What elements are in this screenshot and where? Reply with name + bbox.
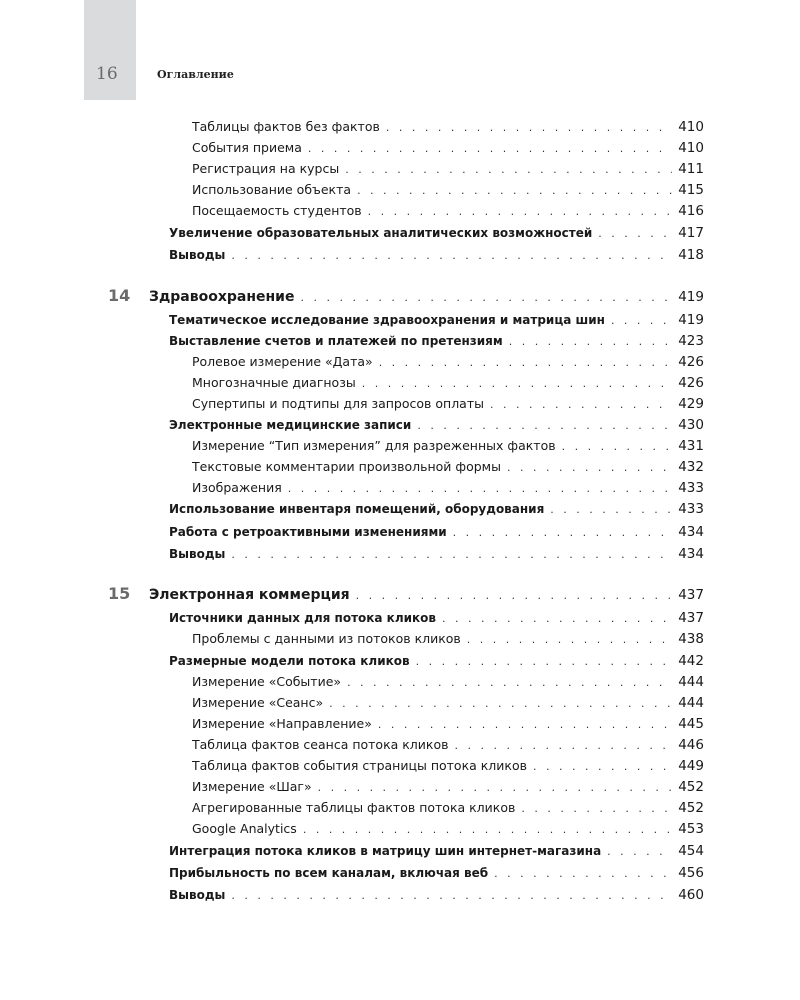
toc-entry[interactable]: Текстовые комментарии произвольной формы . . . 432 (192, 458, 704, 476)
toc-section[interactable]: Выставление счетов и платежей по претензиям . . . 423 (169, 332, 704, 350)
toc-entry[interactable]: Многозначные диагнозы . . . 426 (192, 374, 704, 392)
toc-section[interactable]: Тематическое исследование здравоохранения и матрица шин . . . 419 (169, 311, 704, 329)
toc-entry[interactable]: Регистрация на курсы . . . 411 (192, 160, 704, 178)
toc-entry[interactable]: Проблемы с данными из потоков кликов . . . 438 (192, 630, 704, 648)
toc-chapter[interactable]: Электронная коммерция . . . 437 (149, 586, 704, 604)
toc-section[interactable]: Использование инвентаря помещений, оборудования . . . 433 (169, 500, 704, 518)
chapter-number: 15 (108, 584, 131, 603)
toc-entry[interactable]: Изображения . . . 433 (192, 479, 704, 497)
toc-entry[interactable]: Таблицы фактов без фактов . . . 410 (192, 118, 704, 136)
toc-entry[interactable]: Google Analytics . . . 453 (192, 820, 704, 838)
toc-section[interactable]: Выводы . . . 434 (169, 545, 704, 563)
toc-entry[interactable]: Измерение «Событие» . . . 444 (192, 673, 704, 691)
toc-section[interactable]: Источники данных для потока кликов . . . 437 (169, 609, 704, 627)
toc-entry[interactable]: Таблица фактов сеанса потока кликов . . . 446 (192, 736, 704, 754)
toc-section[interactable]: Увеличение образовательных аналитических возможностей . . . 417 (169, 224, 704, 242)
toc-entry[interactable]: Измерение «Сеанс» . . . 444 (192, 694, 704, 712)
toc-section[interactable]: Выводы . . . 418 (169, 246, 704, 264)
toc-section[interactable]: Прибыльность по всем каналам, включая веб . . . 456 (169, 864, 704, 882)
toc-entry[interactable]: Супертипы и подтипы для запросов оплаты . . . 429 (192, 395, 704, 413)
page-number: 16 (96, 64, 118, 84)
toc-section[interactable]: Интеграция потока кликов в матрицу шин интернет-магазина . . . 454 (169, 842, 704, 860)
toc-entry[interactable]: Ролевое измерение «Дата» . . . 426 (192, 353, 704, 371)
chapter-number: 14 (108, 286, 131, 305)
toc-entry[interactable]: Использование объекта . . . 415 (192, 181, 704, 199)
toc-entry[interactable]: Посещаемость студентов . . . 416 (192, 202, 704, 220)
running-title: Оглавление (157, 68, 234, 81)
toc-entry[interactable]: Агрегированные таблицы фактов потока кликов . . . 452 (192, 799, 704, 817)
toc-entry[interactable]: Измерение «Направление» . . . 445 (192, 715, 704, 733)
toc-entry[interactable]: Измерение “Тип измерения” для разреженных фактов . . . 431 (192, 437, 704, 455)
toc-section[interactable]: Работа с ретроактивными изменениями . . . 434 (169, 523, 704, 541)
toc-section[interactable]: Выводы . . . 460 (169, 886, 704, 904)
toc-section[interactable]: Размерные модели потока кликов . . . 442 (169, 652, 704, 670)
toc-entry[interactable]: Измерение «Шаг» . . . 452 (192, 778, 704, 796)
toc-chapter[interactable]: Здравоохранение . . . 419 (149, 288, 704, 306)
toc-section[interactable]: Электронные медицинские записи . . . 430 (169, 416, 704, 434)
page-number-tab (84, 0, 136, 100)
toc-entry[interactable]: События приема . . . 410 (192, 139, 704, 157)
toc-entry[interactable]: Таблица фактов события страницы потока кликов . . . 449 (192, 757, 704, 775)
